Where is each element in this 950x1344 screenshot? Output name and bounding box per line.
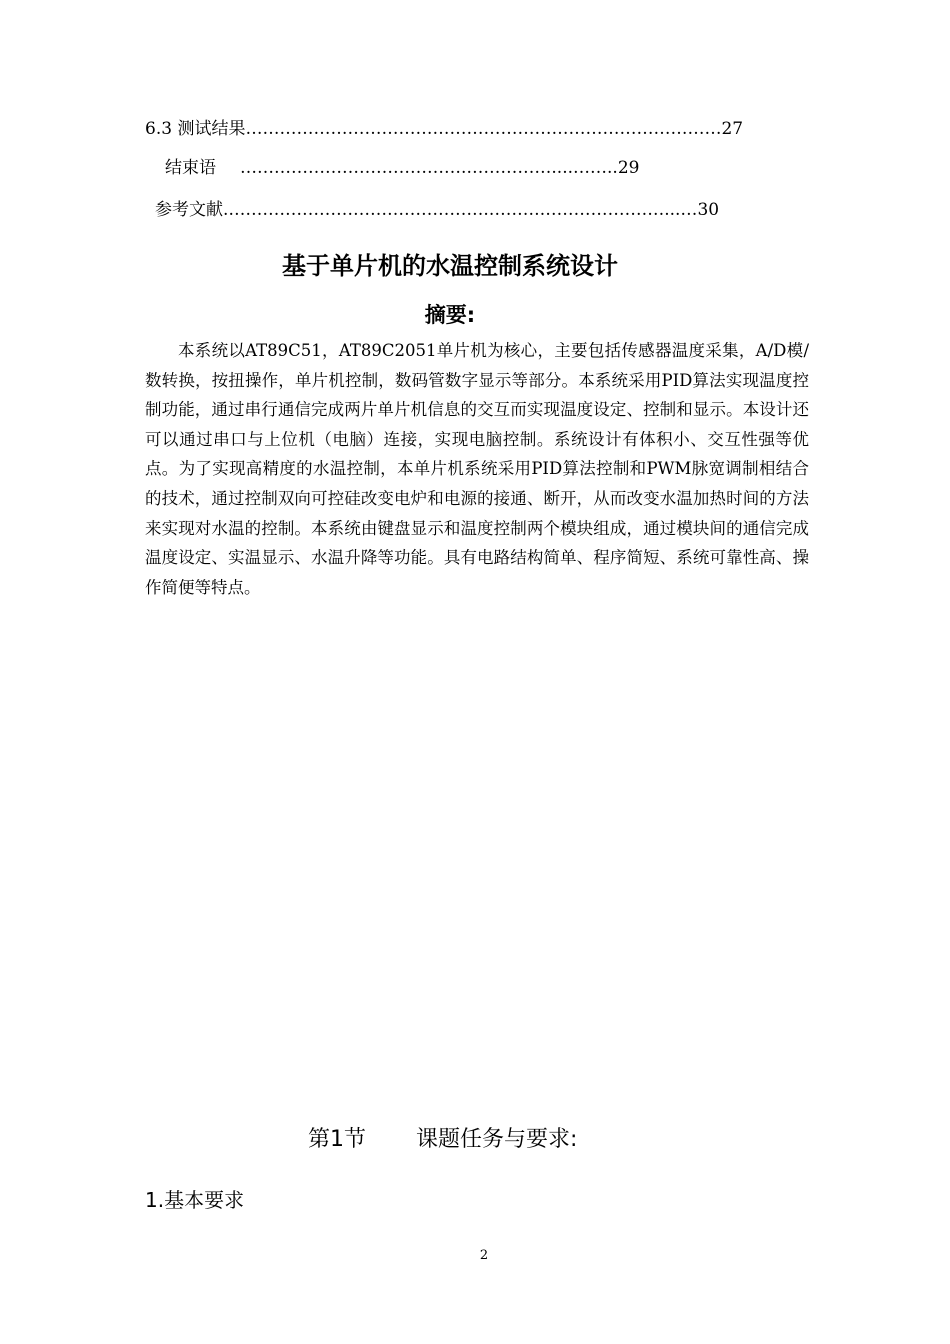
toc-entry-leader: .……………………………………….……….…………………...… <box>223 200 698 220</box>
toc-entry-label: 参考文献 <box>155 200 223 220</box>
toc-entry-page: 27 <box>721 119 744 139</box>
toc-entry-label: 6.3 测试结果 <box>145 119 246 139</box>
toc-entry-leader: ………………………………….……………....…….. <box>240 158 618 178</box>
toc-entry-label: 结束语 <box>165 158 216 178</box>
abstract-body: 本系统以AT89C51，AT89C2051单片机为核心，主要包括传感器温度采集，A/D模/数转换，按扭操作，单片机控制，数码管数字显示等部分。本系统采用PID算法实现温度控制功能，通过串行通信完成两片单片机信息的交互而实现温度设定、控制和显示。本设计还可以通过串口与上位机（电脑）连接，实现电脑控制。系统设计有体积小、交互性强等优点。为了实现高精度的水温控制，本单片机系统采用PID算法控制和PWM脉宽调制相结合的技术，通过控制双向可控硅改变电炉和电源的接通、断开，从而改变水温加热时间的方法来实现对水温的控制。本系统由键盘显示和温度控制两个模块组成，通过模块间的通信完成温度设定、实温显示、水温升降等功能。具有电路结构简单、程序简短、系统可靠性高、操作简便等特点。 <box>145 341 809 597</box>
toc-entry-page: 29 <box>617 158 640 178</box>
section-heading <box>308 1122 577 1153</box>
toc-entry <box>145 117 743 141</box>
section-number: 第1节 <box>308 1127 366 1152</box>
abstract-heading: 摘要: <box>424 303 476 327</box>
toc-entry-page: 30 <box>697 200 720 220</box>
page-number: 2 <box>479 1248 489 1263</box>
toc-entry-leader: ………………………………………………………………………… <box>245 119 722 139</box>
toc-entry <box>155 198 719 222</box>
subsection-heading: 1.基本要求 <box>145 1188 245 1212</box>
section-title: 课题任务与要求: <box>416 1127 578 1152</box>
document-title: 基于单片机的水温控制系统设计 <box>282 252 618 280</box>
toc-entry <box>165 156 639 180</box>
